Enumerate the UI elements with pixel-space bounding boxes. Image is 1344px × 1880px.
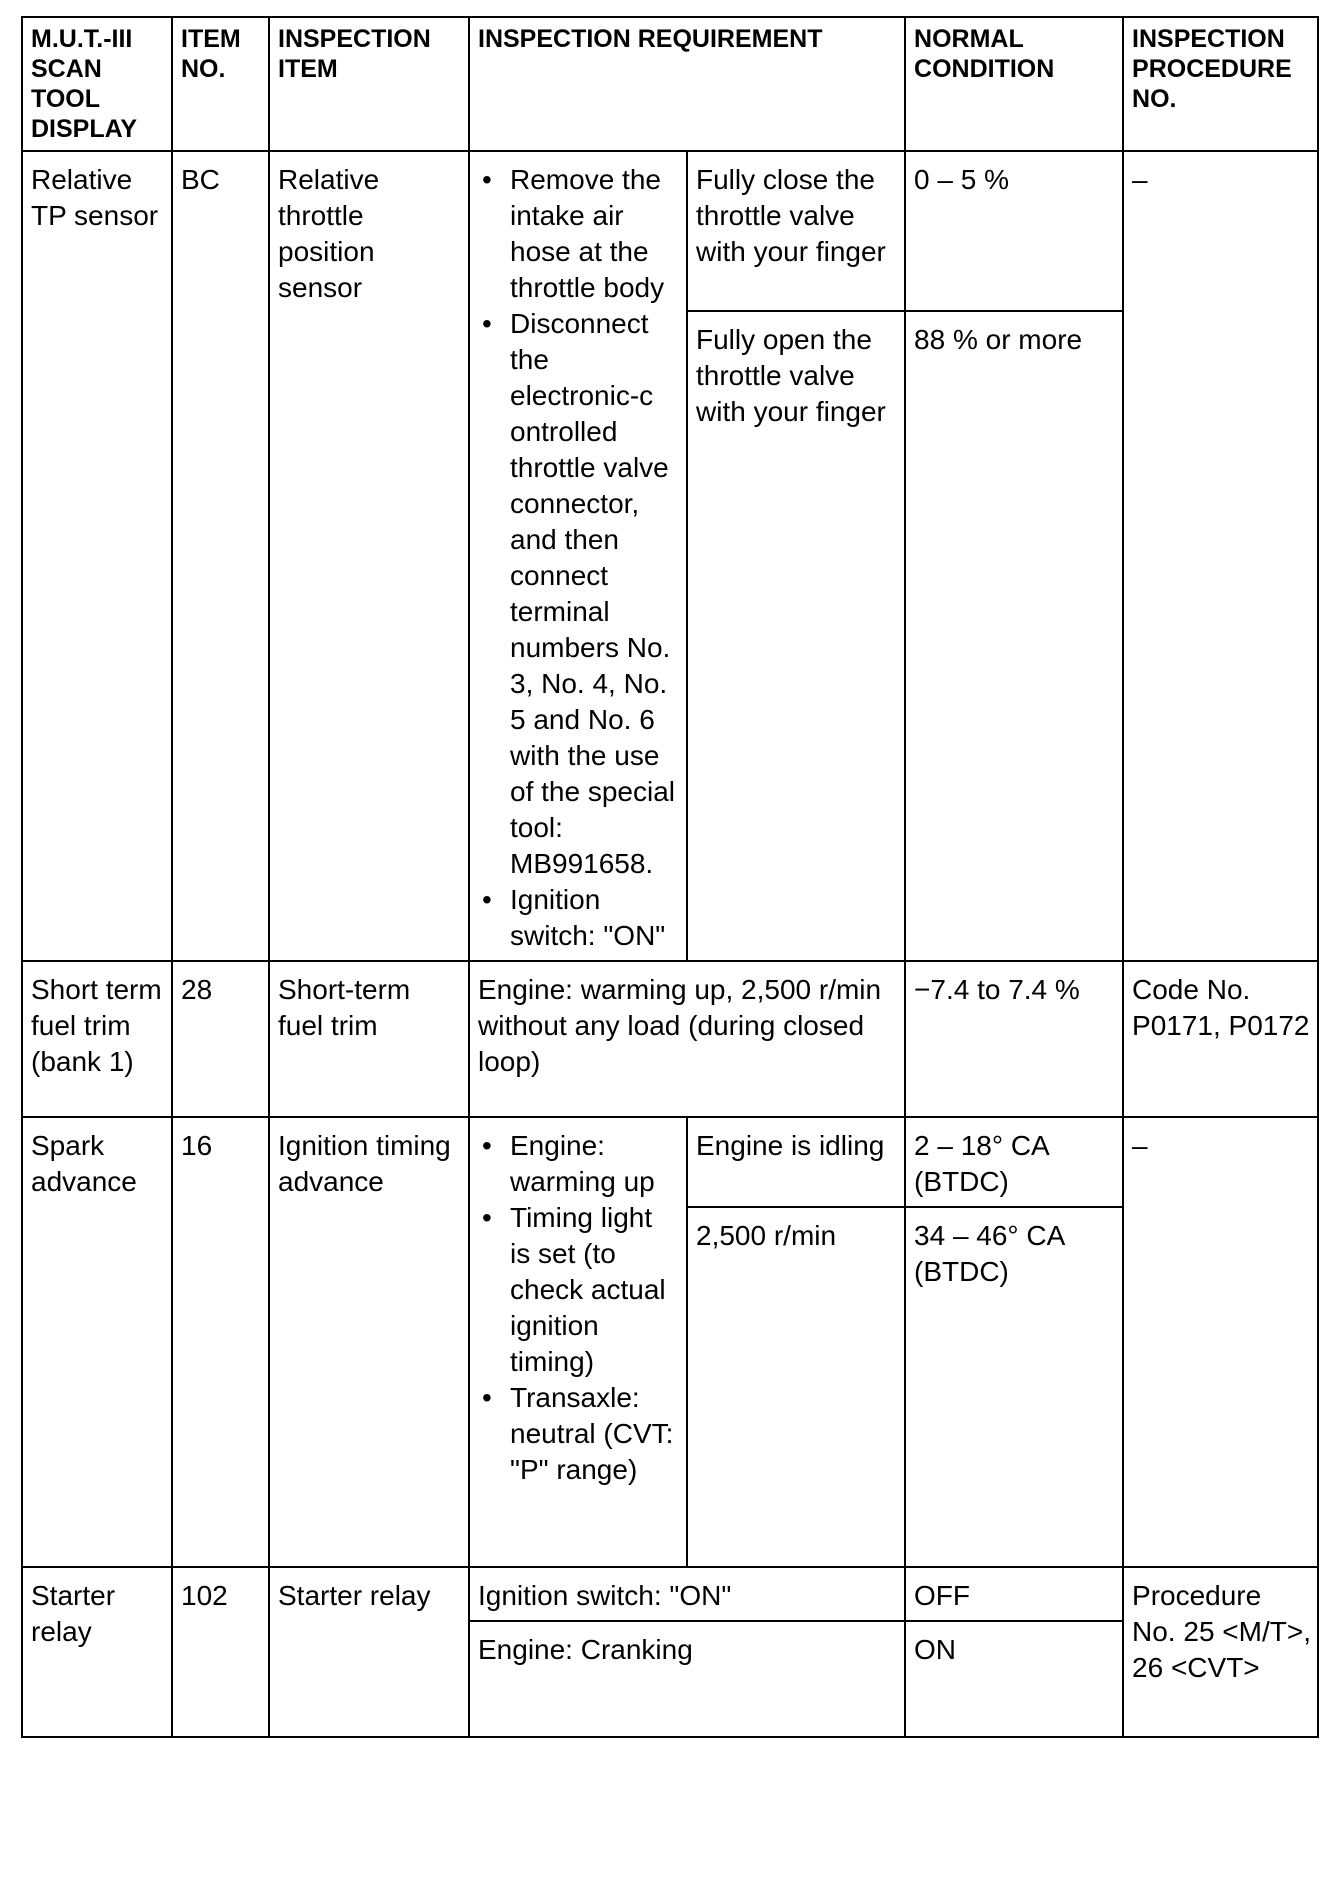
list-item: • Engine: warming up [510, 1128, 680, 1200]
condition-requirement-cell: Engine is idling [687, 1117, 905, 1207]
header-item-no: ITEM NO. [172, 17, 269, 151]
display-cell: Short term fuel trim (bank 1) [22, 961, 172, 1117]
header-normal-condition: NORMAL CONDITION [905, 17, 1123, 151]
header-display: M.U.T.-III SCAN TOOL DISPLAY [22, 17, 172, 151]
item-no-cell: 16 [172, 1117, 269, 1567]
table-row-starter-relay [22, 1567, 1318, 1621]
condition-requirement-cell: Fully open the throttle valve with your finger [687, 311, 905, 961]
inspection-item-cell: Short-term fuel trim [269, 961, 469, 1117]
header-procedure-no: INSPECTION PROCEDURE NO. [1123, 17, 1318, 151]
list-item: • Transaxle: neutral (CVT: "P" range) [510, 1380, 680, 1488]
display-cell: Relative TP sensor [22, 151, 172, 961]
requirement-bullet-list [478, 1128, 680, 1488]
requirement-cell: Engine: Cranking [469, 1621, 905, 1737]
procedure-cell: Code No. P0171, P0172 [1123, 961, 1318, 1117]
normal-condition-cell: 88 % or more [905, 311, 1123, 961]
requirement-bullet-list [478, 162, 680, 954]
normal-condition-cell: OFF [905, 1567, 1123, 1621]
inspection-table [21, 16, 1319, 1738]
table-row-tp-sensor [22, 151, 1318, 311]
procedure-cell: – [1123, 151, 1318, 961]
display-cell: Starter relay [22, 1567, 172, 1737]
inspection-item-cell: Relative throttle position sensor [269, 151, 469, 961]
list-item: • Remove the intake air hose at the throttle body [510, 162, 680, 306]
requirement-cell: Engine: warming up, 2,500 r/min without any load (during closed loop) [469, 961, 905, 1117]
display-cell: Spark advance [22, 1117, 172, 1567]
requirement-bullets-cell [469, 151, 687, 961]
normal-condition-cell: −7.4 to 7.4 % [905, 961, 1123, 1117]
condition-requirement-cell: Fully close the throttle valve with your finger [687, 151, 905, 311]
procedure-cell: – [1123, 1117, 1318, 1567]
item-no-cell: 28 [172, 961, 269, 1117]
item-no-cell: BC [172, 151, 269, 961]
list-item: • Ignition switch: "ON" [510, 882, 680, 954]
header-row [22, 17, 1318, 151]
condition-requirement-cell: 2,500 r/min [687, 1207, 905, 1567]
requirement-cell: Ignition switch: "ON" [469, 1567, 905, 1621]
item-no-cell: 102 [172, 1567, 269, 1737]
header-inspection-requirement: INSPECTION REQUIREMENT [469, 17, 905, 151]
list-item: • Timing light is set (to check actual ignition timing) [510, 1200, 680, 1380]
normal-condition-cell: 0 – 5 % [905, 151, 1123, 311]
normal-condition-cell: 2 – 18° CA (BTDC) [905, 1117, 1123, 1207]
table-row-spark-advance [22, 1117, 1318, 1207]
table-row-fuel-trim [22, 961, 1318, 1117]
procedure-cell: Procedure No. 25 <M/T>, 26 <CVT> [1123, 1567, 1318, 1737]
normal-condition-cell: 34 – 46° CA (BTDC) [905, 1207, 1123, 1567]
inspection-item-cell: Ignition timing advance [269, 1117, 469, 1567]
requirement-bullets-cell [469, 1117, 687, 1567]
inspection-item-cell: Starter relay [269, 1567, 469, 1737]
list-item: • Disconnect the electronic-c ontrolled throttle valve connector, and then connect terminal numbers No. 3, No. 4, No. 5 and No. 6 with the use of the special tool: MB991658. [510, 306, 680, 882]
normal-condition-cell: ON [905, 1621, 1123, 1737]
header-inspection-item: INSPECTION ITEM [269, 17, 469, 151]
